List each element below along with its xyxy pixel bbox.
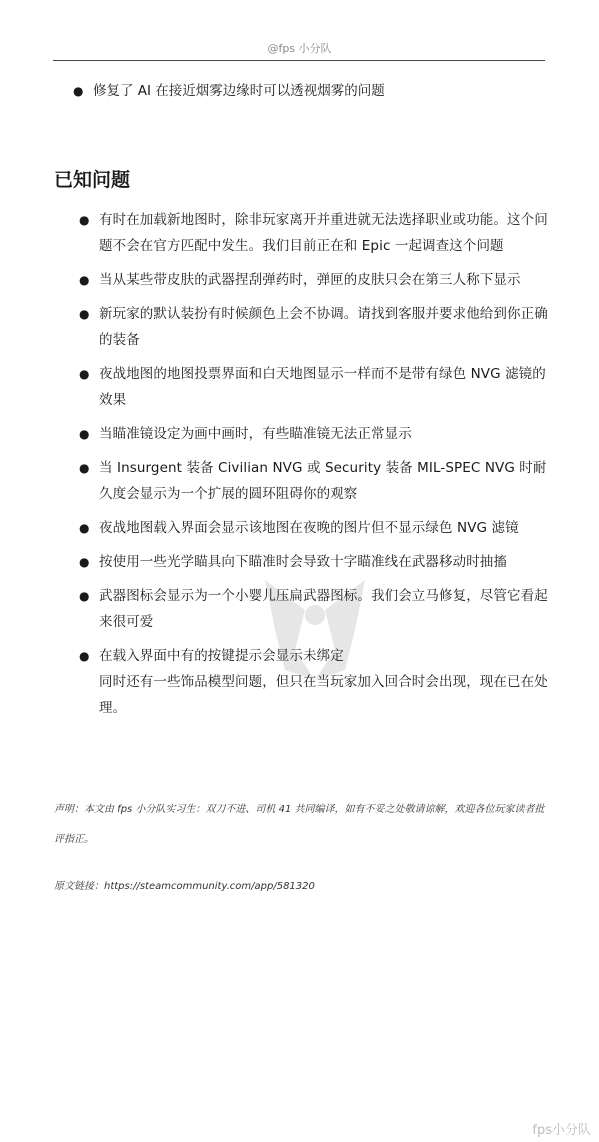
list-item: ● 按使用一些光学瞄具向下瞄准时会导致十字瞄准线在武器移动时抽搐 [99, 549, 554, 575]
bullet-icon: ● [79, 367, 90, 381]
header-divider [53, 60, 545, 61]
extra-note: 同时还有一些饰品模型问题，但只在当玩家加入回合时会出现，现在已在处理。 [99, 674, 548, 716]
footer-source-link[interactable]: 原文链接：https://steamcommunity.com/app/581320 [54, 881, 315, 892]
list-item: ● 新玩家的默认装扮有时候颜色上会不协调。请找到客服并要求他给到你正确的装备 [99, 301, 554, 353]
bullet-icon: ● [79, 555, 90, 569]
list-item: ● 在载入界面中有的按键提示会显示未绑定 同时还有一些饰品模型问题，但只在当玩家加入回合时会出现，现在已在处理。 [99, 643, 554, 721]
bullet-icon: ● [79, 521, 90, 535]
bullet-icon: ● [79, 273, 90, 287]
weibo-watermark: fps小分队 [532, 1123, 591, 1138]
list-item: ● 夜战地图的地图投票界面和白天地图显示一样而不是带有绿色 NVG 滤镜的效果 [99, 361, 554, 413]
list-item: ● 当 Insurgent 装备 Civilian NVG 或 Security 装备 MIL-SPEC NVG 时耐久度会显示为一个扩展的圆环阻碍你的观察 [99, 455, 554, 507]
section-title: 已知问题 [54, 169, 131, 191]
bullet-icon: ● [73, 84, 84, 98]
list-item: ● 有时在加载新地图时，除非玩家离开并重进就无法选择职业或功能。这个问题不会在官方匹配中发生。我们目前正在和 Epic 一起调查这个问题 [99, 207, 554, 259]
bullet-icon: ● [79, 649, 90, 663]
known-issues-list [79, 207, 554, 729]
footer-disclaimer: 声明：本文由 fps 小分队实习生：双刀不进、司机 41 共同编译，如有不妥之处敬请谅解，欢迎各位玩家读者批评指正。 [54, 804, 545, 845]
bullet-icon: ● [79, 427, 90, 441]
list-item: ● 当从某些带皮肤的武器捏刮弹药时，弹匣的皮肤只会在第三人称下显示 [99, 267, 554, 293]
bullet-icon: ● [79, 213, 90, 227]
list-item: ● 夜战地图载入界面会显示该地图在夜晚的图片但不显示绿色 NVG 滤镜 [99, 515, 554, 541]
bullet-icon: ● [79, 461, 90, 475]
bullet-icon: ● [79, 307, 90, 321]
list-item: ● 武器图标会显示为一个小婴儿压扁武器图标。我们会立马修复，尽管它看起来很可爱 [99, 583, 554, 635]
page-header: @fps 小分队 [267, 42, 332, 55]
bullet-icon: ● [79, 589, 90, 603]
fixed-issues-list [73, 78, 553, 104]
list-item: ● 修复了 AI 在接近烟雾边缘时可以透视烟雾的问题 [93, 78, 553, 104]
list-item: ● 当瞄准镜设定为画中画时，有些瞄准镜无法正常显示 [99, 421, 554, 447]
